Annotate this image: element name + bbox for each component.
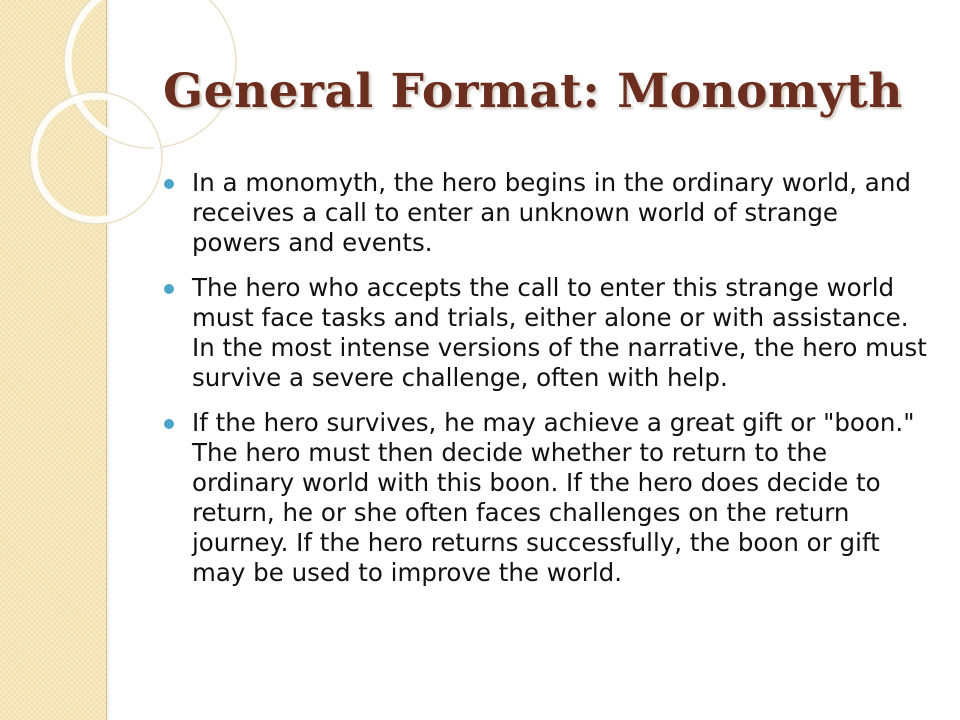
bullet-marker-icon bbox=[164, 419, 174, 429]
decorative-side-panel bbox=[0, 0, 107, 720]
bullet-text: If the hero survives, he may achieve a great gift or "boon." The hero must then decide whether to return to the ordinary world with this boon. If the hero does decide to return, he or she often faces challenges on the return journey. If the hero returns successfully, the boon or gift may be used to improve the world. bbox=[192, 408, 915, 587]
bullet-marker-icon bbox=[164, 284, 174, 294]
bullet-text: In a monomyth, the hero begins in the ordinary world, and receives a call to enter an unknown world of strange powers and events. bbox=[192, 168, 911, 257]
bullet-item bbox=[162, 408, 932, 588]
bullet-item bbox=[162, 168, 932, 258]
slide-title: General Format: Monomyth bbox=[163, 64, 903, 119]
bullet-marker-icon bbox=[164, 179, 174, 189]
bullet-item bbox=[162, 273, 932, 393]
bullet-text: The hero who accepts the call to enter this strange world must face tasks and trials, either alone or with assistance. In the most intense versions of the narrative, the hero must survive a severe challenge, often with help. bbox=[192, 273, 927, 392]
bullet-list bbox=[162, 168, 932, 603]
